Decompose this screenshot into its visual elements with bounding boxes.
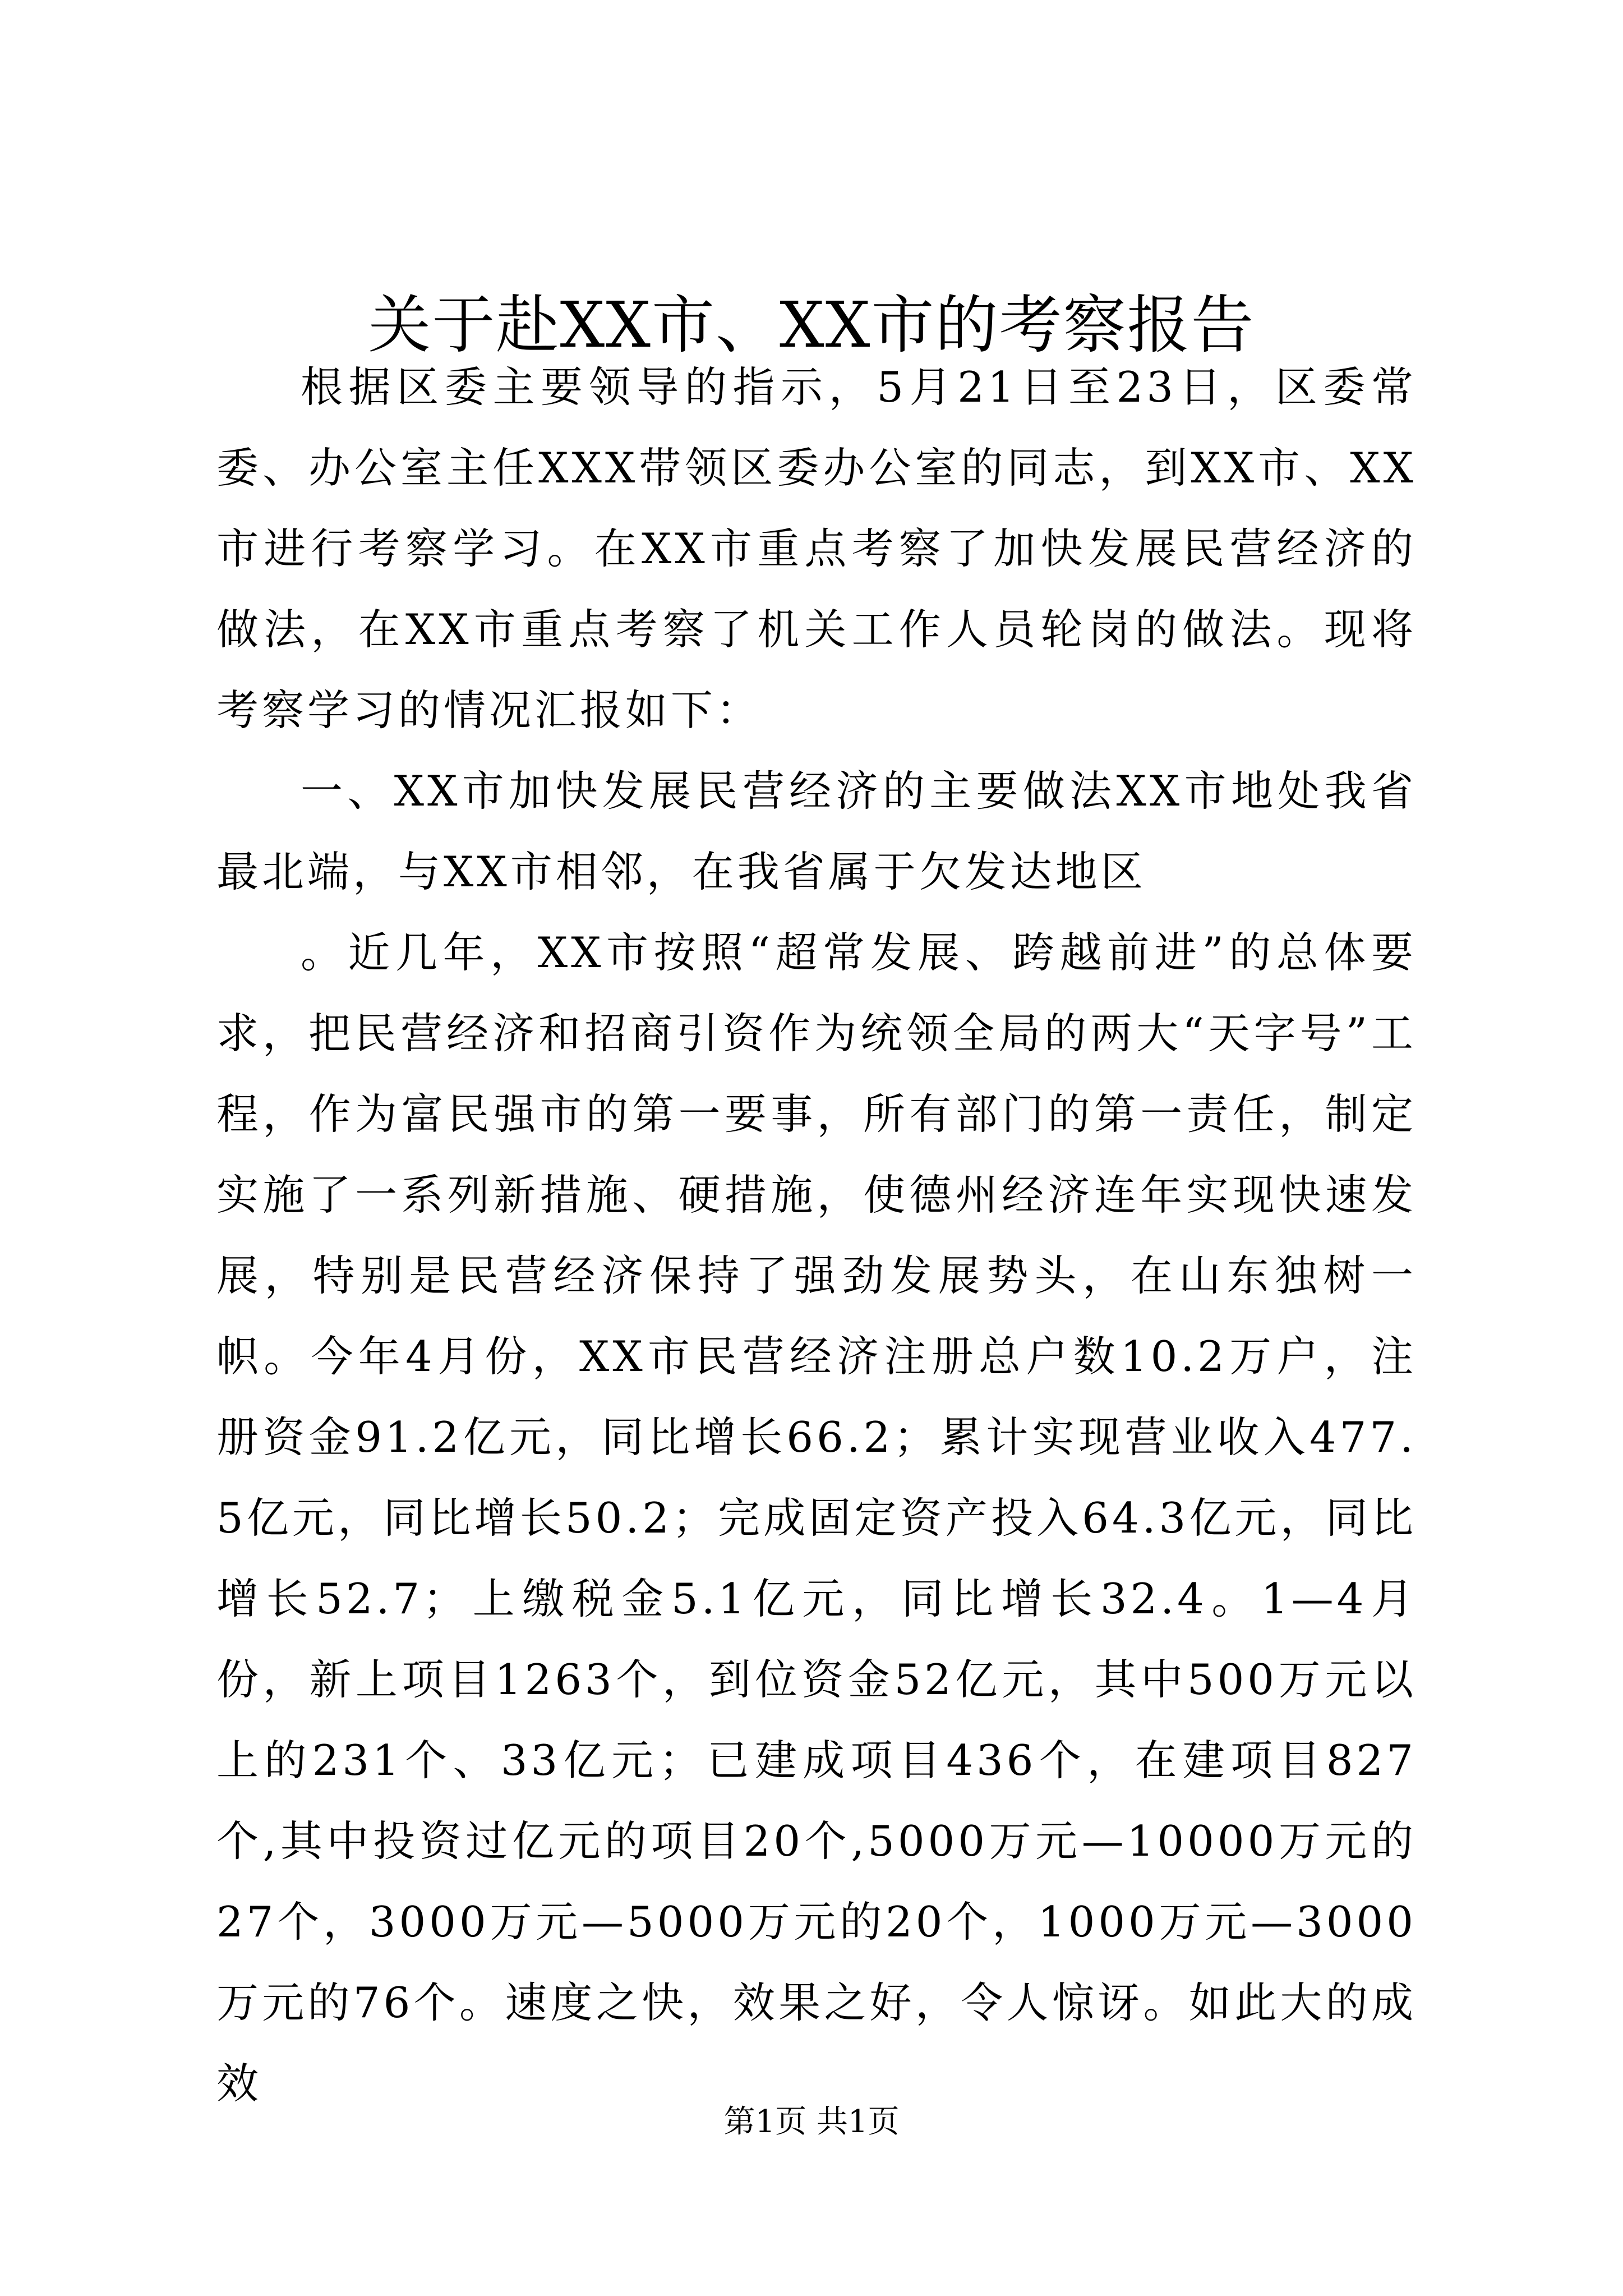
page-footer: 第1页 共1页 — [723, 2104, 900, 2140]
document-title: 关于赴XX市、XX市的考察报告 — [368, 289, 1255, 362]
paragraph-section-one-heading: 一、XX市加快发展民营经济的主要做法XX市地处我省最北端，与XX市相邻，在我省属于欠发达地区 — [216, 766, 1417, 896]
paragraph-section-one-body: 。近几年，XX市按照“超常发展、跨越前进”的总体要求，把民营经济和招商引资作为统领全局的两大“天字号”工程，作为富民强市的第一要事，所有部门的第一责任，制定实施了一系列新措施、硬措施，使德州经济连年实现快速发展，特别是民营经济保持了强劲发展势头，在山东独树一帜。今年4月份，XX市民营经济注册总户数10.2万户，注册资金91.2亿元，同比增长66.2；累计实现营业收入477.5亿元，同比增长50.2；完成固定资产投入64.3亿元，同比增长52.7；上缴税金5.1亿元，同比增长32.4。1—4月份，新上项目1263个，到位资金52亿元，其中500万元以上的231个、33亿元；已建成项目436个，在建项目827个,其中投资过亿元的项目20个,5000万元—10000万元的27个，3000万元—5000万元的20个，1000万元—3000万元的76个。速度之快，效果之好，令人惊讶。如此大的成效 — [216, 928, 1417, 2108]
document-body — [216, 347, 1417, 2124]
paragraph-intro: 根据区委主要领导的指示，5月21日至23日，区委常委、办公室主任XXX带领区委办公室的同志，到XX市、XX市进行考察学习。在XX市重点考察了加快发展民营经济的做法，在XX市重点考察了机关工作人员轮岗的做法。现将考察学习的情况汇报如下： — [216, 362, 1417, 735]
